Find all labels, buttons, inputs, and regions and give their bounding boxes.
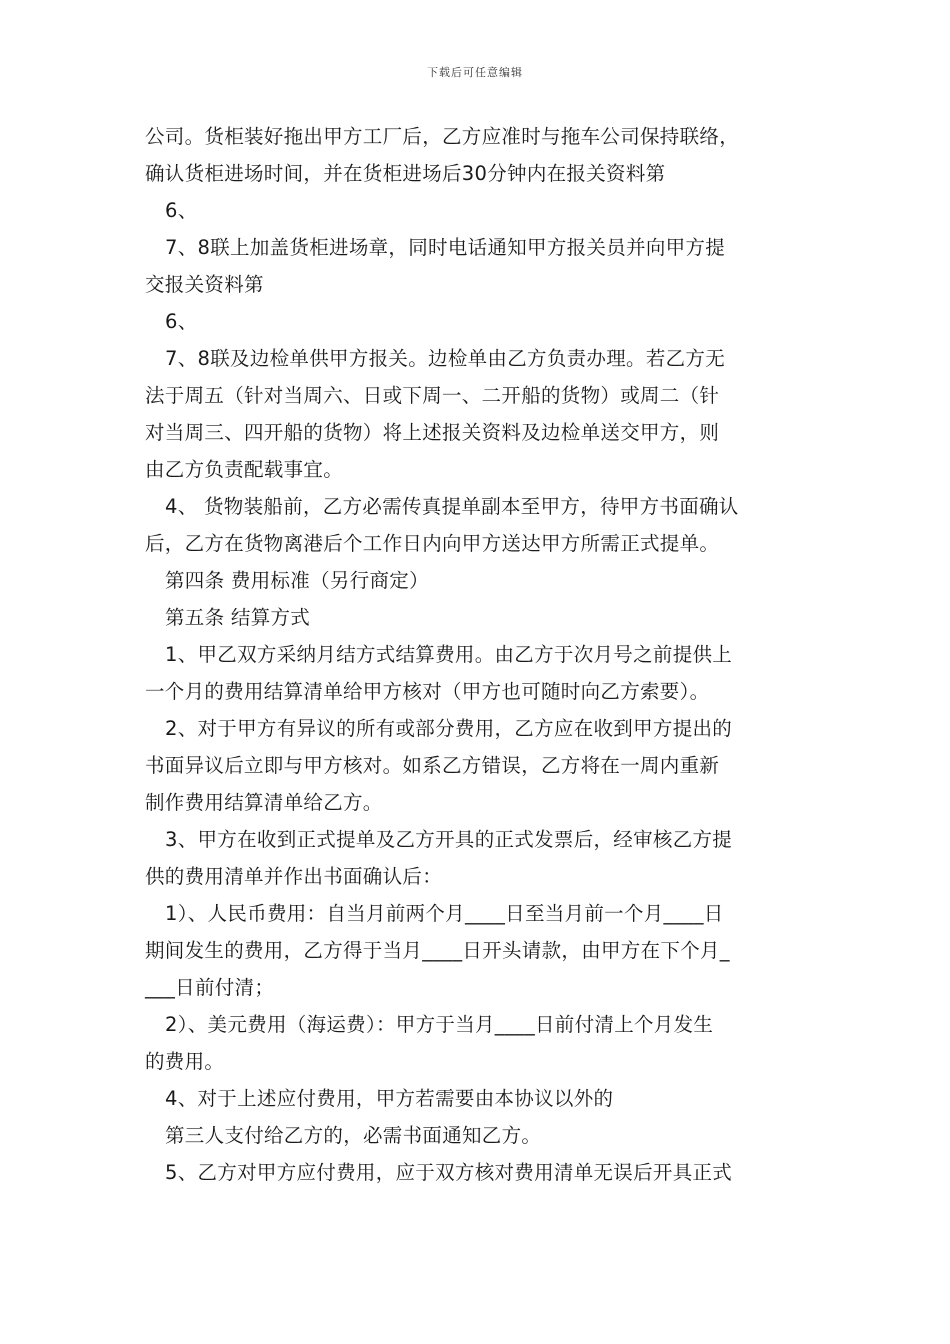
text-line: 法于周五（针对当周六、日或下周一、二开船的货物）或周二（针 [145, 384, 720, 407]
text-line: 1）、人民币费用：自当月前两个月____日至当月前一个月____日 [165, 902, 724, 925]
text-line: 交报关资料第 [145, 273, 264, 296]
text-line: 期间发生的费用，乙方得于当月____日开头请款，由甲方在下个月_ [145, 939, 730, 962]
text-line: 制作费用结算清单给乙方。 [145, 791, 383, 814]
text-line: 7、8联及边检单供甲方报关。边检单由乙方负责办理。若乙方无 [165, 347, 726, 370]
text-line: 一个月的费用结算清单给甲方核对（甲方也可随时向乙方索要）。 [145, 680, 710, 703]
text-line: 由乙方负责配载事宜。 [145, 458, 344, 481]
text-line: 供的费用清单并作出书面确认后： [145, 865, 443, 888]
text-line: 1、甲乙双方采纳月结方式结算费用。由乙方于次月号之前提供上 [165, 643, 733, 666]
text-line: 4、对于上述应付费用，甲方若需要由本协议以外的 [165, 1087, 614, 1110]
text-line: 5、乙方对甲方应付费用，应于双方核对费用清单无误后开具正式 [165, 1161, 733, 1184]
text-line: 确认货柜进场时间，并在货柜进场后30分钟内在报关资料第 [145, 162, 666, 185]
text-line: 3、甲方在收到正式提单及乙方开具的正式发票后，经审核乙方提 [165, 828, 733, 851]
text-line: 的费用。 [145, 1050, 225, 1073]
page-header: 下载后可任意编辑 [427, 66, 523, 79]
text-line: 公司。货柜装好拖出甲方工厂后，乙方应准时与拖车公司保持联络， [145, 125, 740, 148]
text-line: ___日前付清； [145, 976, 275, 999]
text-line: 4、 货物装船前，乙方必需传真提单副本至甲方，待甲方书面确认 [165, 495, 739, 518]
text-line: 7、8联上加盖货柜进场章，同时电话通知甲方报关员并向甲方提 [165, 236, 726, 259]
text-line: 第四条 费用标准（另行商定） [165, 569, 429, 592]
text-line: 6、 [165, 310, 198, 333]
text-line: 6、 [165, 199, 198, 222]
text-line: 第三人支付给乙方的，必需书面通知乙方。 [165, 1124, 542, 1147]
text-line: 对当周三、四开船的货物）将上述报关资料及边检单送交甲方，则 [145, 421, 720, 444]
document-body [145, 118, 810, 1191]
text-line: 第五条 结算方式 [165, 606, 311, 629]
text-line: 书面异议后立即与甲方核对。如系乙方错误，乙方将在一周内重新 [145, 754, 720, 777]
text-line: 2、对于甲方有异议的所有或部分费用，乙方应在收到甲方提出的 [165, 717, 733, 740]
text-line: 2）、美元费用（海运费）：甲方于当月____日前付清上个月发生 [165, 1013, 714, 1036]
text-line: 后，乙方在货物离港后个工作日内向甲方送达甲方所需正式提单。 [145, 532, 720, 555]
